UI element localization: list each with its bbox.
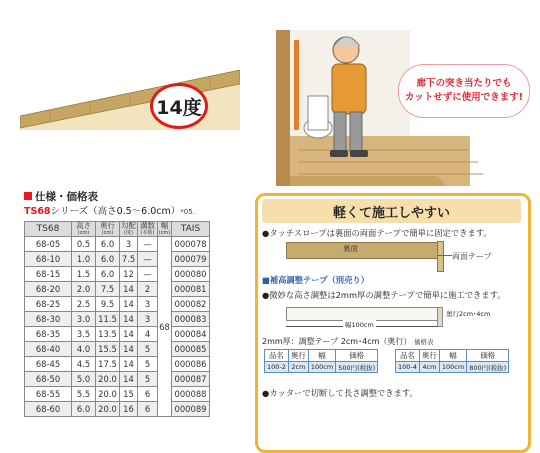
spec-cell-grooves: 3 [138,312,158,327]
spec-cell-depth: 9.5 [96,297,120,312]
panel-line-2: ●微妙な高さ調整は2mm厚の調整テープで簡単に施工できます。 [262,290,506,300]
series-suffix: シリーズ [50,206,89,217]
spec-cell-grooves: — [138,252,158,267]
spec-cell-tais: 000078 [172,237,210,252]
tape-width: 100cm [439,362,466,373]
spec-cell-model: 68-55 [25,387,72,402]
spec-cell-model: 68-20 [25,282,72,297]
spec-cell-height: 2.0 [72,282,96,297]
spec-row [25,387,210,402]
tape-header-width: 幅 [308,350,335,362]
spec-cell-grooves: 5 [138,342,158,357]
adjust-tape-edge [437,307,443,327]
spec-cell-grooves: 5 [138,372,158,387]
spec-cell-depth: 20.0 [96,372,120,387]
spec-cell-grooves: — [138,267,158,282]
spec-section-title [24,189,98,204]
adjust-tape-strip [286,307,440,321]
spec-row [25,297,210,312]
width-label: 幅100cm [345,321,374,329]
spec-cell-slope: 12 [120,267,138,282]
tape-row [265,362,378,373]
red-square-icon [24,192,32,200]
tape-header-row [265,350,378,362]
spec-cell-depth: 20.0 [96,387,120,402]
depth-label: 奥行2cm･4cm [446,310,491,318]
spec-cell-depth: 15.5 [96,342,120,357]
callout-bubble [398,64,530,118]
spec-cell-grooves: 6 [138,387,158,402]
spec-cell-model: 68-45 [25,357,72,372]
header-slope: 勾配 (度) [121,221,136,236]
spec-cell-model: 68-30 [25,312,72,327]
spec-cell-slope: 14 [120,327,138,342]
tape-header-name: 品名 [396,350,420,362]
spec-row [25,342,210,357]
spec-cell-height: 0.5 [72,237,96,252]
spec-cell-slope: 16 [120,402,138,417]
spec-cell-grooves: 2 [138,282,158,297]
spec-cell-slope: 7.5 [120,252,138,267]
spec-cell-slope: 14 [120,297,138,312]
series-code: TS68 [24,206,51,217]
tape-header-row [396,350,509,362]
spec-cell-slope: 14 [120,342,138,357]
spec-row [25,252,210,267]
double-sided-tape-label: 両面テープ [452,252,492,261]
spec-cell-depth: 20.0 [96,402,120,417]
adjust-tape-title: ■補高調整テープ（別売り） [262,275,369,285]
tape-header-price: 価格 [336,350,378,362]
spec-row [25,372,210,387]
slope-underside-strip [286,242,440,259]
spec-cell-tais: 000089 [172,402,210,417]
spec-cell-tais: 000082 [172,297,210,312]
spec-cell-height: 1.0 [72,252,96,267]
spec-cell-height: 1.5 [72,267,96,282]
panel-line-1: ●タッチスロープは裏面の両面テープで簡単に固定できます。 [262,228,492,238]
spec-cell-tais: 000080 [172,267,210,282]
spec-cell-slope: 14 [120,372,138,387]
spec-cell-slope: 3 [120,237,138,252]
spec-cell-height: 3.5 [72,327,96,342]
spec-cell-depth: 7.5 [96,282,120,297]
spec-cell-model: 68-50 [25,372,72,387]
header-tais: TAIS [172,222,210,237]
spec-cell-model: 68-05 [25,237,72,252]
spec-row [25,357,210,372]
spec-cell-model: 68-10 [25,252,72,267]
spec-header-row [25,222,210,237]
spec-cell-grooves: — [138,237,158,252]
spec-cell-height: 4.5 [72,357,96,372]
tape-leader-line [438,255,452,256]
spec-row [25,327,210,342]
spec-cell-height: 5.0 [72,372,96,387]
header-width: 幅 (cm) [158,221,171,236]
tape-name: 100-2 [265,362,289,373]
spec-cell-slope: 15 [120,387,138,402]
tape-header-price: 価格 [467,350,509,362]
spec-title-text: 仕様・価格表 [35,191,98,203]
tape-name: 100-4 [396,362,420,373]
spec-cell-depth: 6.0 [96,252,120,267]
spec-cell-depth: 13.5 [96,327,120,342]
header-model: TS68 [25,222,72,237]
spec-cell-height: 6.0 [72,402,96,417]
callout-line-1: 廊下の突き当たりでも [416,78,512,89]
spec-row [25,402,210,417]
spec-cell-slope: 14 [120,282,138,297]
tape-header-name: 品名 [265,350,289,362]
spec-cell-model: 68-35 [25,327,72,342]
spec-row [25,267,210,282]
spec-cell-height: 2.5 [72,297,96,312]
tape-price-table-1 [264,349,378,373]
tape-width: 100cm [308,362,335,373]
spec-cell-depth: 6.0 [96,267,120,282]
tape-header-width: 幅 [439,350,466,362]
spec-cell-grooves: 3 [138,297,158,312]
spec-cell-tais: 000079 [172,252,210,267]
spec-cell-model: 68-25 [25,297,72,312]
spec-cell-grooves: 4 [138,327,158,342]
spec-cell-depth: 11.5 [96,312,120,327]
tape-price-caption: 2mm厚：調整テープ 2cm･4cm（奥行） 価格表 [262,337,434,346]
spec-cell-tais: 000087 [172,372,210,387]
tape-header-depth: 奥行 [419,350,439,362]
spec-cell-slope: 14 [120,357,138,372]
spec-cell-depth: 17.5 [96,357,120,372]
angle-badge: 14度 [150,83,208,129]
series-line [24,203,195,217]
spec-cell-tais: 000081 [172,282,210,297]
tape-depth: 4cm [419,362,439,373]
tape-depth: 2cm [288,362,308,373]
spec-row [25,282,210,297]
spec-cell-grooves: 6 [138,402,158,417]
underside-label: 裏面 [343,244,358,253]
header-height: 高さ (cm) [72,222,96,237]
spec-cell-grooves: 5 [138,357,158,372]
tape-price: 800円(税抜) [467,362,509,373]
spec-cell-height: 5.5 [72,387,96,402]
spec-cell-tais: 000088 [172,387,210,402]
tape-price-table-2 [395,349,509,373]
spec-cell-tais: 000083 [172,312,210,327]
header-grooves: 溝数 (本数) [138,222,158,237]
spec-cell-width: 68 [158,237,172,417]
spec-cell-model: 68-40 [25,342,72,357]
spec-cell-height: 4.0 [72,342,96,357]
spec-table [24,221,210,417]
spec-cell-height: 3.0 [72,312,96,327]
tape-header-depth: 奥行 [288,350,308,362]
spec-cell-tais: 000086 [172,357,210,372]
series-note: *05. [180,208,195,216]
callout-line-2: カットせずに使用できます! [404,92,524,103]
series-range: （高さ0.5～6.0cm） [88,206,181,217]
spec-row [25,312,210,327]
panel-line-3: ●カッターで切断して長さ調整できます。 [262,388,418,398]
spec-row [25,237,210,252]
spec-cell-tais: 000084 [172,327,210,342]
spec-cell-slope: 14 [120,312,138,327]
tape-row [396,362,509,373]
spec-cell-model: 68-60 [25,402,72,417]
slope-edge [437,241,444,272]
panel-title: 軽くて施工しやすい [262,199,521,223]
spec-cell-tais: 000085 [172,342,210,357]
spec-cell-model: 68-15 [25,267,72,282]
spec-cell-depth: 6.0 [96,237,120,252]
header-depth: 奥行 (cm) [96,222,120,237]
tape-price: 500円(税抜) [336,362,378,373]
